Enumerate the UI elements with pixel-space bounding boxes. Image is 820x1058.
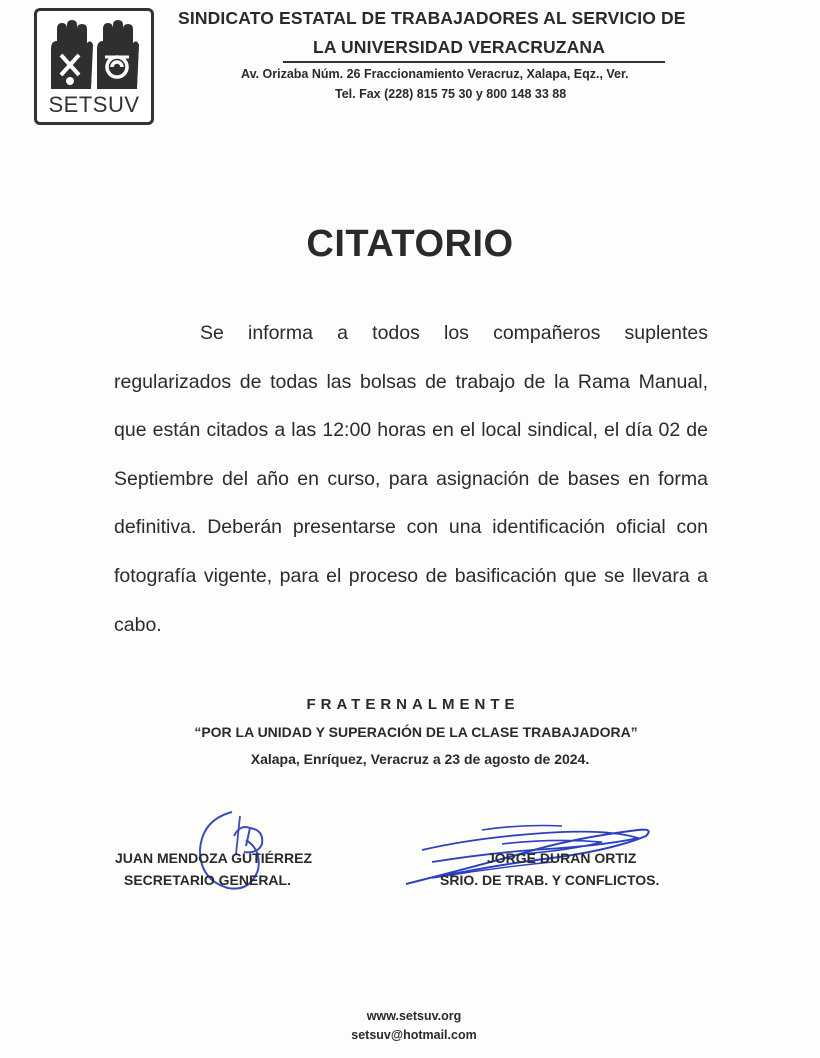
footer-website: www.setsuv.org [366, 1009, 462, 1023]
union-name-line1: SINDICATO ESTATAL DE TRABAJADORES AL SERVICIO DE [178, 8, 686, 28]
setsuv-logo [34, 8, 154, 125]
notice-body [114, 309, 708, 649]
notice-paragraph: Se informa a todos los compañeros suplentes regularizados de todas las bolsas de trabajo de la Rama Manual, que están citados a las 12:00 horas en el local sindical, el día 02 de Septiembre del año en curso, para asignación de bases en forma definitiva. Deberán presentarse con una identificación oficial con fotografía vigente, para el proceso de basificación que se llevara a cabo. [114, 322, 708, 636]
logo-label: SETSUV [48, 92, 140, 117]
signatory-1-title: SECRETARIO GENERAL. [124, 872, 291, 888]
header-address: Av. Orizaba Núm. 26 Fraccionamiento Veracruz, Xalapa, Eqz., Ver. [241, 67, 629, 81]
hands-emblem-icon [45, 19, 143, 97]
footer-email: setsuv@hotmail.com [351, 1028, 477, 1042]
signatory-2-name: JORGE DURAN ORTIZ [487, 850, 637, 866]
union-name-line2: LA UNIVERSIDAD VERACRUZANA [313, 37, 606, 57]
closing-fraternal: FRATERNALMENTE [306, 696, 520, 713]
signatory-2-title: SRIO. DE TRAB. Y CONFLICTOS. [440, 872, 660, 888]
signatory-1-name: JUAN MENDOZA GUTIÉRREZ [115, 850, 313, 866]
closing-motto: “POR LA UNIDAD Y SUPERACIÓN DE LA CLASE TRABAJADORA” [194, 724, 638, 740]
place-and-date: Xalapa, Enríquez, Veracruz a 23 de agosto de 2024. [250, 751, 590, 767]
document-title: CITATORIO [306, 223, 514, 265]
header-phone: Tel. Fax (228) 815 75 30 y 800 148 33 88 [335, 87, 567, 101]
header-underline [283, 61, 665, 63]
